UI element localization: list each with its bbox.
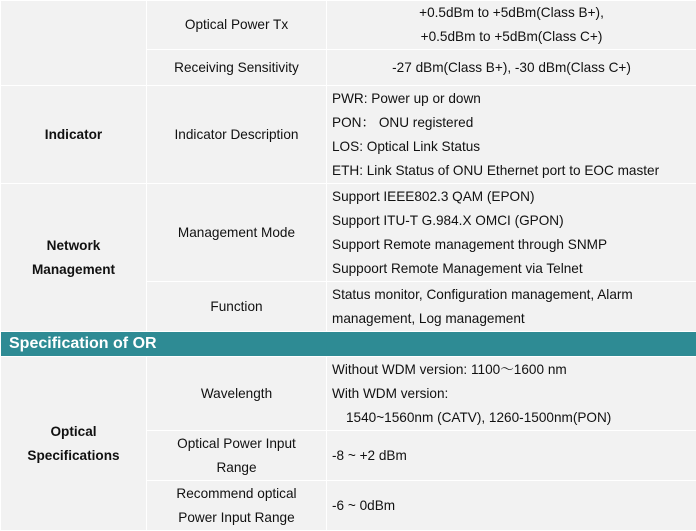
category-cell-empty (1, 1, 147, 86)
table-row (1, 184, 696, 282)
value-line: management, Log management (332, 307, 696, 331)
label-line: Optical Power Input (147, 432, 326, 456)
category-network-management (1, 184, 147, 332)
category-optical-specifications (1, 357, 147, 531)
value-line: PWR: Power up or down (332, 87, 696, 111)
value-line: +0.5dBm to +5dBm(Class B+), (327, 1, 696, 25)
category-line: Network (1, 234, 146, 258)
category-line: Optical (1, 420, 146, 444)
category-indicator: Indicator (1, 86, 147, 184)
row-label-optical-power-input-range (147, 431, 327, 481)
row-value-recommend-optical-power: -6 ~ 0dBm (327, 481, 696, 531)
label-line: Range (147, 456, 326, 480)
row-label-management-mode: Management Mode (147, 184, 327, 282)
row-label-optical-power-tx: Optical Power Tx (147, 1, 327, 50)
value-line: PON： ONU registered (332, 111, 696, 135)
value-line: With WDM version: (332, 382, 696, 406)
value-line: +0.5dBm to +5dBm(Class C+) (327, 25, 696, 49)
row-label-function: Function (147, 282, 327, 332)
row-value-management-mode (327, 184, 696, 282)
table-row (1, 357, 696, 431)
label-line: Power Input Range (147, 506, 326, 530)
section-header-row (1, 332, 696, 357)
row-value-function (327, 282, 696, 332)
row-label-recommend-optical-power (147, 481, 327, 531)
section-title: Specification of OR (1, 332, 696, 357)
row-value-optical-power-tx (327, 1, 696, 50)
value-line: Support IEEE802.3 QAM (EPON) (332, 185, 696, 209)
row-label-receiving-sensitivity: Receiving Sensitivity (147, 50, 327, 86)
value-line: Support ITU-T G.984.X OMCI (GPON) (332, 209, 696, 233)
value-line: Without WDM version: 1100～1600 nm (332, 358, 696, 382)
value-line: Status monitor, Configuration management, Alarm (332, 283, 696, 307)
value-line: Suppoort Remote Management via Telnet (332, 257, 696, 281)
row-label-indicator-description: Indicator Description (147, 86, 327, 184)
value-line: Support Remote management through SNMP (332, 233, 696, 257)
category-line: Specifications (1, 444, 146, 468)
row-value-indicator-description (327, 86, 696, 184)
row-value-optical-power-input-range: -8 ~ +2 dBm (327, 431, 696, 481)
table-row (1, 1, 696, 50)
value-line: 1540~1560nm (CATV), 1260-1500nm(PON) (332, 406, 696, 430)
label-line: Recommend optical (147, 482, 326, 506)
category-line: Management (1, 258, 146, 282)
value-line: LOS: Optical Link Status (332, 135, 696, 159)
row-label-wavelength: Wavelength (147, 357, 327, 431)
row-value-wavelength (327, 357, 696, 431)
table-row (1, 86, 696, 184)
value-line: ETH: Link Status of ONU Ethernet port to EOC master (332, 159, 696, 183)
row-value-receiving-sensitivity: -27 dBm(Class B+), -30 dBm(Class C+) (327, 50, 696, 86)
